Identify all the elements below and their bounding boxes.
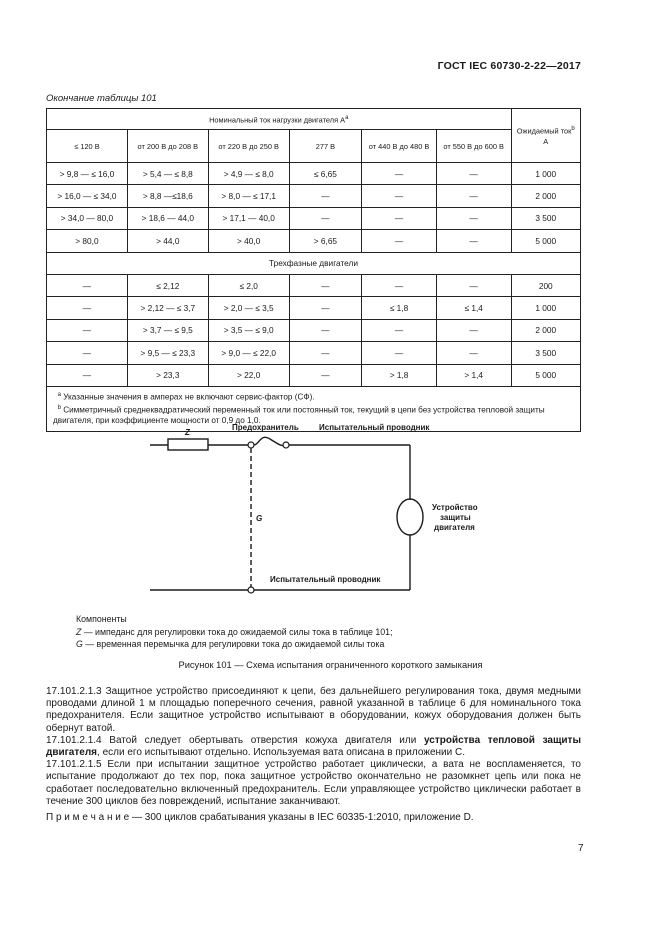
table-cell: — (47, 342, 128, 364)
node-top-right (283, 442, 289, 448)
table-row (47, 342, 581, 364)
table-cell: — (362, 319, 437, 341)
col-header-5: от 440 В до 480 В (362, 130, 437, 163)
components-title: Компоненты (76, 614, 127, 624)
table-cell: > 4,9 — ≤ 8,0 (208, 163, 289, 185)
label-z: Z (185, 428, 190, 437)
standard-id: ГОСТ IEC 60730-2-22—2017 (437, 60, 581, 72)
table-cell: 3 500 (511, 207, 580, 229)
table-cell: — (362, 163, 437, 185)
table-cell: — (289, 342, 362, 364)
table-cell: > 8,0 — ≤ 17,1 (208, 185, 289, 207)
label-g: G (256, 514, 263, 523)
table-cell: > 1,4 (436, 364, 511, 386)
table-cell: — (436, 319, 511, 341)
table-cell: ≤ 1,4 (436, 297, 511, 319)
table-cell: > 17,1 — 40,0 (208, 207, 289, 229)
table-cell: ≤ 2,12 (127, 274, 208, 296)
paragraph-17-101-2-1-5: 17.101.2.1.5 Если при испытании защитное устройство работает циклически, а вата не воспламеняется, то испытание продолжают до тех пор, пока защитное устройство окончательно не разомкнет цепь или пока не сработает последовательно включенный предохранитель. Если управляющее устройство циклически работает в течение 300 циклов без повреждений, испытание заканчивают. (46, 759, 581, 807)
impedance-z (168, 439, 208, 450)
col-header-4: 277 В (289, 130, 362, 163)
table-cell: — (362, 230, 437, 252)
table-cell: 2 000 (511, 319, 580, 341)
table-row (47, 274, 581, 296)
expected-current-header: Ожидаемый ток$^b$ А (511, 109, 580, 163)
table-cell: — (436, 163, 511, 185)
page-number: 7 (578, 843, 584, 854)
table-row (47, 230, 581, 252)
node-bottom (248, 587, 254, 593)
table-cell: 5 000 (511, 230, 580, 252)
node-top-left (248, 442, 254, 448)
col-header-1: ≤ 120 В (47, 130, 128, 163)
table-cell: > 2,12 — ≤ 3,7 (127, 297, 208, 319)
table-cell: > 3,5 — ≤ 9,0 (208, 319, 289, 341)
table-cell: > 34,0 — 80,0 (47, 207, 128, 229)
figure-caption: Рисунок 101 — Схема испытания ограниченного короткого замыкания (178, 660, 483, 670)
note-paragraph: П р и м е ч а н и е — 300 циклов срабатывания указаны в IEC 60335-1:2010, приложение D. (46, 812, 474, 824)
table-cell: 3 500 (511, 342, 580, 364)
table-cell: — (289, 319, 362, 341)
table-cell: — (47, 297, 128, 319)
table-cell: — (436, 185, 511, 207)
table-cell: > 9,5 — ≤ 23,3 (127, 342, 208, 364)
table-cell: — (362, 185, 437, 207)
table-cell: > 44,0 (127, 230, 208, 252)
section-three-phase: Трехфазные двигатели (47, 252, 581, 274)
table-cell: > 3,7 — ≤ 9,5 (127, 319, 208, 341)
table-cell: > 5,4 — ≤ 8,8 (127, 163, 208, 185)
paragraph-17-101-2-1-4: 17.101.2.1.4 Ватой следует обертывать отверстия кожуха двигателя или устройства тепловой защиты двигателя, если его испытывают отдельно. Используемая вата описана в приложении С. (46, 734, 581, 759)
table-cell: > 1,8 (362, 364, 437, 386)
table-cell: > 9,0 — ≤ 22,0 (208, 342, 289, 364)
components-legend (76, 613, 393, 651)
table-cell: ≤ 1,8 (362, 297, 437, 319)
table-cell: > 80,0 (47, 230, 128, 252)
component-g: G — временная перемычка для регулировки тока до ожидаемой силы тока (76, 639, 385, 649)
table-cell: — (289, 364, 362, 386)
col-header-6: от 550 В до 600 В (436, 130, 511, 163)
table-cell: — (289, 274, 362, 296)
note-b: $^b$ Симметричный среднеквадратический переменный ток или постоянный ток, текущий в цепи без устройства тепловой защиты двигателя, при коэффициенте мощности от 0,9 до 1,0. (53, 405, 545, 426)
table-cell: > 16,0 — ≤ 34,0 (47, 185, 128, 207)
table-cell: 200 (511, 274, 580, 296)
group-header: Номинальный ток нагрузки двигателя $А^a$ (47, 109, 512, 130)
col-header-2: от 200 В до 208 В (127, 130, 208, 163)
label-fuse: Предохранитель (232, 423, 299, 432)
motor-current-table (46, 108, 581, 432)
label-bottom-conductor: Испытательный проводник (270, 575, 381, 584)
table-cell: > 6,65 (289, 230, 362, 252)
table-cell: — (362, 274, 437, 296)
label-top-conductor: Испытательный проводник (319, 423, 430, 432)
fuse-symbol (253, 437, 286, 445)
table-row (47, 319, 581, 341)
table-row (47, 364, 581, 386)
table-cell: — (289, 185, 362, 207)
label-device-line2: защиты (440, 513, 471, 522)
paragraph-17-101-2-1-3: 17.101.2.1.3 Защитное устройство присоединяют к цепи, без дальнейшего регулирования тока, двумя медными проводами длиной 1 м площадью поперечного сечения, равной указанной в таблице 6 для номинального тока предохранителя. Если защитное устройство испытывают в оборудовании, кожух оборудования должен быть обернут ватой. (46, 686, 581, 734)
table-cell: ≤ 2,0 (208, 274, 289, 296)
protector-device-symbol (397, 499, 423, 535)
component-z: Z — импеданс для регулировки тока до ожидаемой силы тока в таблице 101; (76, 626, 393, 637)
note-a: $^a$ Указанные значения в амперах не включают сервис-фактор (СФ). (57, 391, 315, 402)
table-cell: — (47, 319, 128, 341)
table-cell: > 8,8 —≤18,6 (127, 185, 208, 207)
col-header-3: от 220 В до 250 В (208, 130, 289, 163)
label-device-line3: двигателя (434, 523, 475, 532)
table-cell: — (436, 230, 511, 252)
table-row (47, 297, 581, 319)
table-cell: > 18,6 — 44,0 (127, 207, 208, 229)
table-cell: ≤ 6,65 (289, 163, 362, 185)
table-cell: — (436, 207, 511, 229)
table-cell: > 2,0 — ≤ 3,5 (208, 297, 289, 319)
table-row (47, 185, 581, 207)
table-cell: 1 000 (511, 297, 580, 319)
table-cell: — (289, 207, 362, 229)
table-cell: — (47, 274, 128, 296)
table-cell: > 22,0 (208, 364, 289, 386)
table-cell: > 40,0 (208, 230, 289, 252)
table-row (47, 207, 581, 229)
table-caption: Окончание таблицы 101 (46, 93, 157, 104)
table-cell: 1 000 (511, 163, 580, 185)
label-device-line1: Устройство (432, 503, 478, 512)
table-cell: — (362, 342, 437, 364)
table-row (47, 163, 581, 185)
table-cell: — (436, 342, 511, 364)
table-cell: > 23,3 (127, 364, 208, 386)
table-cell: 5 000 (511, 364, 580, 386)
table-cell: > 9,8 — ≤ 16,0 (47, 163, 128, 185)
table-cell: — (47, 364, 128, 386)
table-cell: — (362, 207, 437, 229)
body-text (46, 686, 581, 824)
table-cell: — (436, 274, 511, 296)
table-cell: — (289, 297, 362, 319)
table-cell: 2 000 (511, 185, 580, 207)
